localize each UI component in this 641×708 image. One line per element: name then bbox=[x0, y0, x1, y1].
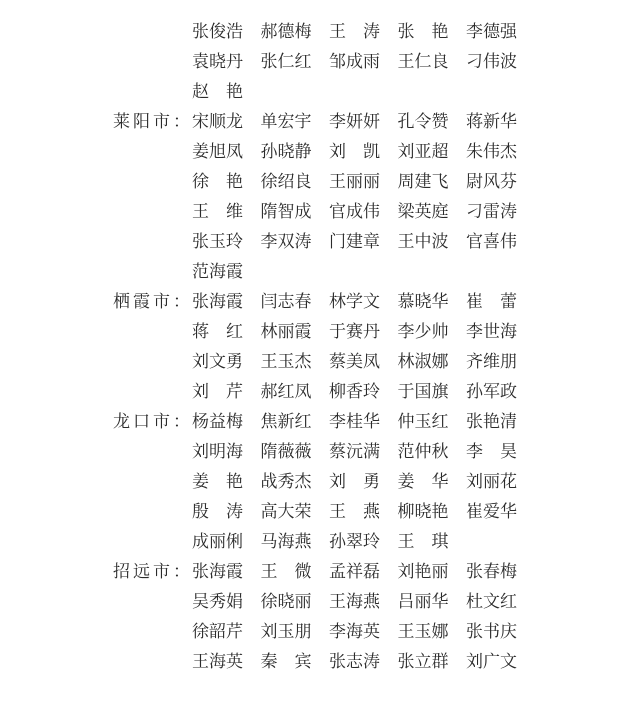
person-name: 刘 凯 bbox=[329, 142, 380, 162]
city-label: 栖霞市： bbox=[113, 292, 193, 312]
person-name: 蔡沅满 bbox=[329, 442, 380, 462]
person-name: 朱伟杰 bbox=[466, 142, 517, 162]
person-name: 王玉娜 bbox=[397, 622, 449, 642]
person-name: 郝红凤 bbox=[260, 382, 312, 402]
person-name: 刘 芹 bbox=[192, 382, 243, 402]
person-name: 刁雷涛 bbox=[466, 202, 517, 222]
person-name: 张志涛 bbox=[329, 652, 380, 672]
person-name: 李德强 bbox=[466, 22, 517, 42]
person-name: 王 琪 bbox=[397, 532, 449, 552]
person-name: 仲玉红 bbox=[397, 412, 449, 432]
person-name: 秦 宾 bbox=[260, 652, 312, 672]
person-name: 成丽俐 bbox=[192, 532, 243, 552]
person-name: 李 昊 bbox=[466, 442, 517, 462]
person-name: 隋薇薇 bbox=[260, 442, 312, 462]
person-name: 崔 蕾 bbox=[466, 292, 517, 312]
person-name: 郝德梅 bbox=[260, 22, 312, 42]
person-name: 李世海 bbox=[466, 322, 517, 342]
person-name: 刘明海 bbox=[192, 442, 243, 462]
person-name: 刘文勇 bbox=[192, 352, 243, 372]
person-name: 张仁红 bbox=[260, 52, 312, 72]
person-name: 张 艳 bbox=[397, 22, 449, 42]
person-name: 柳香玲 bbox=[329, 382, 380, 402]
person-name: 林学文 bbox=[329, 292, 380, 312]
person-name: 于赛丹 bbox=[329, 322, 380, 342]
person-name: 徐韶芹 bbox=[192, 622, 243, 642]
person-name: 孙晓静 bbox=[260, 142, 312, 162]
name-grid bbox=[192, 287, 535, 407]
name-grid bbox=[192, 407, 535, 557]
city-label: 莱阳市： bbox=[113, 112, 193, 132]
person-name: 尉风芬 bbox=[466, 172, 517, 192]
city-group bbox=[0, 287, 641, 407]
person-name: 王 燕 bbox=[329, 502, 380, 522]
person-name: 慕晓华 bbox=[397, 292, 449, 312]
person-name: 蔡美凤 bbox=[329, 352, 380, 372]
person-name: 王海燕 bbox=[329, 592, 380, 612]
person-name: 官喜伟 bbox=[466, 232, 517, 252]
person-name: 李桂华 bbox=[329, 412, 380, 432]
person-name: 战秀杰 bbox=[260, 472, 312, 492]
person-name: 张书庆 bbox=[466, 622, 517, 642]
person-name: 刘 勇 bbox=[329, 472, 380, 492]
person-name: 袁晓丹 bbox=[192, 52, 243, 72]
person-name: 张海霞 bbox=[192, 562, 243, 582]
person-name: 于国旗 bbox=[397, 382, 449, 402]
person-name: 崔爱华 bbox=[466, 502, 517, 522]
person-name: 孙军政 bbox=[466, 382, 517, 402]
person-name: 赵 艳 bbox=[192, 82, 243, 102]
person-name: 高大荣 bbox=[260, 502, 312, 522]
person-name: 门建章 bbox=[329, 232, 380, 252]
name-grid bbox=[192, 557, 535, 677]
person-name: 周建飞 bbox=[397, 172, 449, 192]
person-name: 孔令赞 bbox=[397, 112, 449, 132]
person-name: 范海霞 bbox=[192, 262, 243, 282]
person-name: 刘艳丽 bbox=[397, 562, 449, 582]
person-name: 蒋新华 bbox=[466, 112, 517, 132]
person-name: 闫志春 bbox=[260, 292, 312, 312]
name-grid bbox=[192, 107, 535, 287]
person-name: 刘玉朋 bbox=[260, 622, 312, 642]
person-name: 吴秀娟 bbox=[192, 592, 243, 612]
person-name: 焦新红 bbox=[260, 412, 312, 432]
person-name: 姜 艳 bbox=[192, 472, 243, 492]
person-name: 官成伟 bbox=[329, 202, 380, 222]
city-label: 招远市： bbox=[113, 562, 193, 582]
person-name: 张海霞 bbox=[192, 292, 243, 312]
person-name: 刘亚超 bbox=[397, 142, 449, 162]
person-name: 姜旭凤 bbox=[192, 142, 243, 162]
person-name: 林丽霞 bbox=[260, 322, 312, 342]
person-name: 王丽丽 bbox=[329, 172, 380, 192]
person-name: 隋智成 bbox=[260, 202, 312, 222]
name-grid bbox=[192, 17, 535, 107]
person-name: 范仲秋 bbox=[397, 442, 449, 462]
city-group bbox=[0, 107, 641, 287]
person-name: 刘广文 bbox=[466, 652, 517, 672]
person-name: 齐维朋 bbox=[466, 352, 517, 372]
person-name: 殷 涛 bbox=[192, 502, 243, 522]
person-name: 张立群 bbox=[397, 652, 449, 672]
name-list-page bbox=[0, 17, 641, 677]
person-name: 王中波 bbox=[397, 232, 449, 252]
person-name: 柳晓艳 bbox=[397, 502, 449, 522]
person-name: 姜 华 bbox=[397, 472, 449, 492]
person-name: 张玉玲 bbox=[192, 232, 243, 252]
city-group bbox=[0, 17, 641, 107]
city-group bbox=[0, 557, 641, 677]
person-name: 王 维 bbox=[192, 202, 243, 222]
person-name: 张艳清 bbox=[466, 412, 517, 432]
person-name: 王 涛 bbox=[329, 22, 380, 42]
person-name: 李海英 bbox=[329, 622, 380, 642]
person-name: 孙翠玲 bbox=[329, 532, 380, 552]
person-name: 宋顺龙 bbox=[192, 112, 243, 132]
person-name: 林淑娜 bbox=[397, 352, 449, 372]
person-name: 单宏宇 bbox=[260, 112, 312, 132]
person-name: 杨益梅 bbox=[192, 412, 243, 432]
person-name: 梁英庭 bbox=[397, 202, 449, 222]
person-name: 邹成雨 bbox=[329, 52, 380, 72]
person-name: 孟祥磊 bbox=[329, 562, 380, 582]
person-name: 张俊浩 bbox=[192, 22, 243, 42]
person-name: 杜文红 bbox=[466, 592, 517, 612]
person-name: 马海燕 bbox=[260, 532, 312, 552]
person-name: 王 微 bbox=[260, 562, 312, 582]
person-name: 王玉杰 bbox=[260, 352, 312, 372]
person-name: 张春梅 bbox=[466, 562, 517, 582]
person-name: 李妍妍 bbox=[329, 112, 380, 132]
person-name: 刘丽花 bbox=[466, 472, 517, 492]
person-name: 王仁良 bbox=[397, 52, 449, 72]
person-name: 李少帅 bbox=[397, 322, 449, 342]
city-group bbox=[0, 407, 641, 557]
person-name: 吕丽华 bbox=[397, 592, 449, 612]
city-label: 龙口市： bbox=[113, 412, 193, 432]
person-name: 徐晓丽 bbox=[260, 592, 312, 612]
person-name: 徐绍良 bbox=[260, 172, 312, 192]
person-name: 李双涛 bbox=[260, 232, 312, 252]
person-name: 刁伟波 bbox=[466, 52, 517, 72]
person-name: 蒋 红 bbox=[192, 322, 243, 342]
person-name: 徐 艳 bbox=[192, 172, 243, 192]
person-name: 王海英 bbox=[192, 652, 243, 672]
